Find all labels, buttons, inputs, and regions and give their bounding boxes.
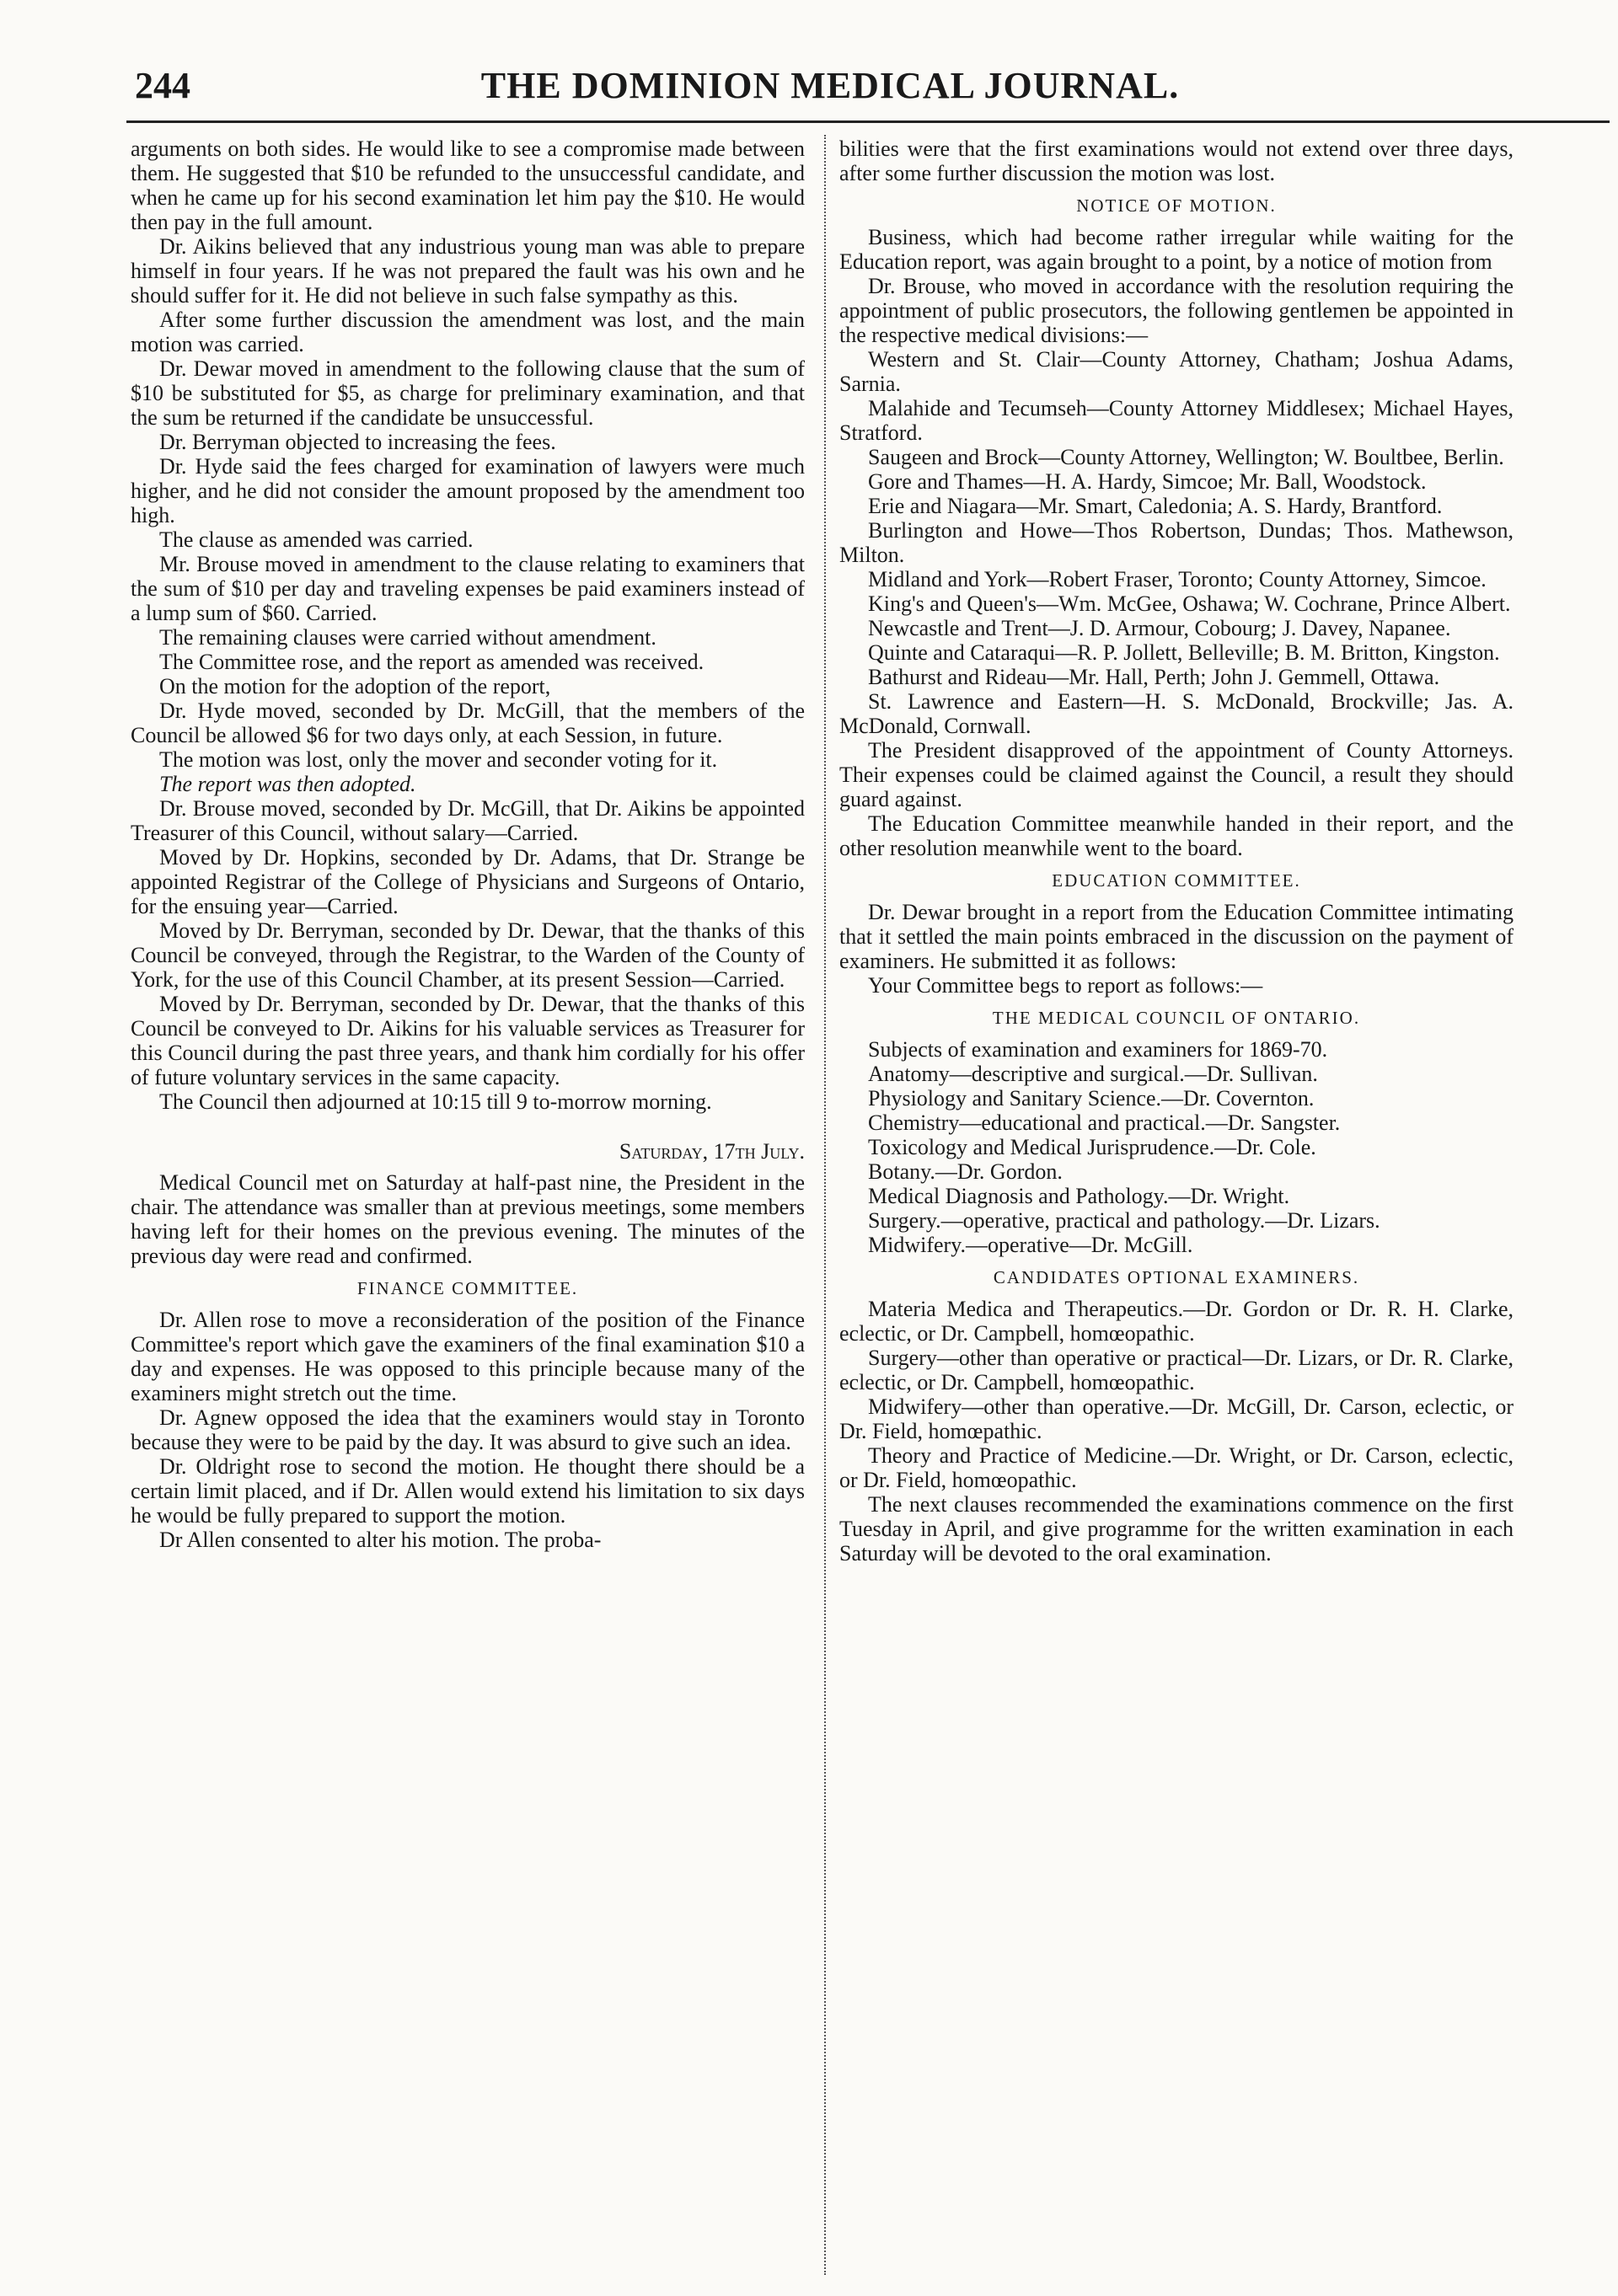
- section-heading: NOTICE OF MOTION.: [1076, 195, 1277, 216]
- examiner-entry: Surgery—other than operative or practical—Dr. Lizars, or Dr. R. Clarke, eclectic, or Dr. Campbell, homœopathic.: [839, 1346, 1514, 1394]
- paragraph: Dr. Berryman objected to increasing the fees.: [159, 430, 556, 454]
- paragraph: The President disapproved of the appointment of County Attorneys. Their expenses could be claimed against the Council, a result they should guard against.: [839, 738, 1514, 811]
- subject-entry: Toxicology and Medical Jurisprudence.—Dr. Cole.: [868, 1135, 1316, 1159]
- paragraph: Moved by Dr. Berryman, seconded by Dr. Dewar, that the thanks of this Council be conveyed, through the Registrar, to the Warden of the County of York, for the use of this Council Chamber, at its present Session—Carried.: [131, 918, 805, 992]
- subject-entry: Surgery.—operative, practical and pathology.—Dr. Lizars.: [868, 1208, 1380, 1233]
- examiner-entry: Materia Medica and Therapeutics.—Dr. Gordon or Dr. R. H. Clarke, eclectic, or Dr. Campbell, homœopathic.: [839, 1297, 1514, 1346]
- paragraph: Your Committee begs to report as follows:—: [868, 973, 1263, 998]
- section-dateline: Saturday, 17th July.: [619, 1139, 805, 1164]
- paragraph: The Committee rose, and the report as amended was received.: [159, 650, 705, 674]
- section-heading: CANDIDATES OPTIONAL EXAMINERS.: [993, 1267, 1360, 1287]
- paragraph: Dr. Oldright rose to second the motion. He thought there should be a certain limit placed, and if Dr. Allen would extend his limitation to six days he would be fully prepared to support the motion.: [131, 1454, 805, 1528]
- paragraph: Dr Allen consented to alter his motion. The proba-: [159, 1528, 602, 1552]
- right-column: [839, 136, 1514, 1565]
- paragraph: Dr. Aikins believed that any industrious young man was able to prepare himself in four years. If he was not prepared the fault was his own and he should suffer for it. He did not believe in such false sympathy as this.: [131, 234, 805, 308]
- paragraph: bilities were that the first examinations would not extend over three days, after some further discussion the motion was lost.: [839, 136, 1514, 185]
- division-entry: Malahide and Tecumseh—County Attorney Middlesex; Michael Hayes, Stratford.: [839, 396, 1514, 445]
- division-entry: Quinte and Cataraqui—R. P. Jollett, Belleville; B. M. Britton, Kingston.: [868, 640, 1500, 665]
- paragraph: After some further discussion the amendment was lost, and the main motion was carried.: [131, 308, 805, 356]
- division-entry: Gore and Thames—H. A. Hardy, Simcoe; Mr. Ball, Woodstock.: [868, 469, 1427, 494]
- division-entry: Erie and Niagara—Mr. Smart, Caledonia; A. S. Hardy, Brantford.: [868, 494, 1443, 518]
- subject-entry: Medical Diagnosis and Pathology.—Dr. Wright.: [868, 1184, 1290, 1208]
- paragraph: Mr. Brouse moved in amendment to the clause relating to examiners that the sum of $10 per day and traveling expenses be paid examiners instead of a lump sum of $60. Carried.: [131, 552, 805, 625]
- subject-entry: Botany.—Dr. Gordon.: [868, 1159, 1063, 1184]
- paragraph: Business, which had become rather irregular while waiting for the Education report, was again brought to a point, by a notice of motion from: [839, 225, 1514, 274]
- page-header: [135, 59, 1525, 110]
- paragraph: Dr. Agnew opposed the idea that the examiners would stay in Toronto because they were to be paid by the day. It was absurd to give such an idea.: [131, 1405, 805, 1454]
- paragraph: Dr. Brouse moved, seconded by Dr. McGill, that Dr. Aikins be appointed Treasurer of this Council, without salary—Carried.: [131, 796, 805, 845]
- header-rule: [126, 120, 1610, 123]
- paragraph: The report was then adopted.: [159, 772, 416, 796]
- paragraph: Dr. Dewar moved in amendment to the following clause that the sum of $10 be substituted for $5, as charge for preliminary examination, and that the sum be returned if the candidate be unsuccessful.: [131, 356, 805, 430]
- paragraph: The Council then adjourned at 10:15 till 9 to-morrow morning.: [159, 1089, 712, 1114]
- section-heading: EDUCATION COMMITTEE.: [1052, 870, 1301, 891]
- division-entry: Bathurst and Rideau—Mr. Hall, Perth; John J. Gemmell, Ottawa.: [868, 665, 1440, 689]
- examiner-entry: Midwifery—other than operative.—Dr. McGill, Dr. Carson, eclectic, or Dr. Field, homœpathic.: [839, 1394, 1514, 1443]
- subject-entry: Physiology and Sanitary Science.—Dr. Covernton.: [868, 1086, 1315, 1111]
- division-entry: Burlington and Howe—Thos Robertson, Dundas; Thos. Mathewson, Milton.: [839, 518, 1514, 567]
- paragraph: On the motion for the adoption of the report,: [159, 674, 551, 698]
- paragraph: Dr. Hyde said the fees charged for examination of lawyers were much higher, and he did not consider the amount proposed by the amendment too high.: [131, 454, 805, 527]
- division-entry: King's and Queen's—Wm. McGee, Oshawa; W. Cochrane, Prince Albert.: [868, 591, 1511, 616]
- paragraph: arguments on both sides. He would like to see a compromise made between them. He suggested that $10 be refunded to the unsuccessful candidate, and when he came up for his second examination let him pay the $10. He would then pay in the full amount.: [131, 136, 805, 234]
- paragraph: Dr. Hyde moved, seconded by Dr. McGill, that the members of the Council be allowed $6 for two days only, at each Session, in future.: [131, 698, 805, 747]
- paragraph: The motion was lost, only the mover and seconder voting for it.: [159, 747, 718, 772]
- division-entry: Saugeen and Brock—County Attorney, Wellington; W. Boultbee, Berlin.: [868, 445, 1504, 469]
- paragraph: Dr. Dewar brought in a report from the Education Committee intimating that it settled the main points embraced in the discussion on the payment of examiners. He submitted it as follows:: [839, 900, 1514, 973]
- subject-entry: Anatomy—descriptive and surgical.—Dr. Sullivan.: [868, 1062, 1318, 1086]
- left-column: [131, 136, 805, 1552]
- paragraph: Medical Council met on Saturday at half-past nine, the President in the chair. The attendance was smaller than at previous meetings, some members having left for their homes on the previous evening. The minutes of the previous day were read and confirmed.: [131, 1170, 805, 1268]
- paragraph: Dr. Allen rose to move a reconsideration of the position of the Finance Committee's report which gave the examiners of the final examination $10 a day and expenses. He was opposed to this principle because many of the examiners might stretch out the time.: [131, 1308, 805, 1405]
- paragraph: Dr. Brouse, who moved in accordance with the resolution requiring the appointment of public prosecutors, the following gentlemen be appointed in the respective medical divisions:—: [839, 274, 1514, 347]
- paragraph: Moved by Dr. Hopkins, seconded by Dr. Adams, that Dr. Strange be appointed Registrar of the College of Physicians and Surgeons of Ontario, for the ensuing year—Carried.: [131, 845, 805, 918]
- paragraph: The clause as amended was carried.: [159, 527, 474, 552]
- subject-entry: Subjects of examination and examiners for 1869-70.: [868, 1037, 1328, 1062]
- page-number: 244: [135, 65, 190, 106]
- paragraph: The next clauses recommended the examinations commence on the first Tuesday in April, and give programme for the written examination in each Saturday will be devoted to the oral examination.: [839, 1492, 1514, 1565]
- division-entry: Newcastle and Trent—J. D. Armour, Cobourg; J. Davey, Napanee.: [868, 616, 1451, 640]
- journal-title: THE DOMINION MEDICAL JOURNAL.: [480, 65, 1180, 106]
- examiner-entry: Theory and Practice of Medicine.—Dr. Wright, or Dr. Carson, eclectic, or Dr. Field, homœopathic.: [839, 1443, 1514, 1492]
- subject-entry: Chemistry—educational and practical.—Dr. Sangster.: [868, 1111, 1341, 1135]
- subject-entry: Midwifery.—operative—Dr. McGill.: [868, 1233, 1193, 1257]
- section-heading: THE MEDICAL COUNCIL OF ONTARIO.: [992, 1008, 1361, 1028]
- column-divider: [824, 135, 826, 2275]
- paragraph: The remaining clauses were carried without amendment.: [159, 625, 656, 650]
- division-entry: St. Lawrence and Eastern—H. S. McDonald, Brockville; Jas. A. McDonald, Cornwall.: [839, 689, 1514, 738]
- division-entry: Western and St. Clair—County Attorney, Chatham; Joshua Adams, Sarnia.: [839, 347, 1514, 396]
- paragraph: Moved by Dr. Berryman, seconded by Dr. Dewar, that the thanks of this Council be conveyed to Dr. Aikins for his valuable services as Treasurer for this Council during the past three years, and thank him cordially for his offer of future voluntary services in the same capacity.: [131, 992, 805, 1089]
- paragraph: The Education Committee meanwhile handed in their report, and the other resolution meanwhile went to the board.: [839, 811, 1514, 860]
- division-entry: Midland and York—Robert Fraser, Toronto; County Attorney, Simcoe.: [868, 567, 1487, 591]
- section-heading: FINANCE COMMITTEE.: [356, 1278, 579, 1298]
